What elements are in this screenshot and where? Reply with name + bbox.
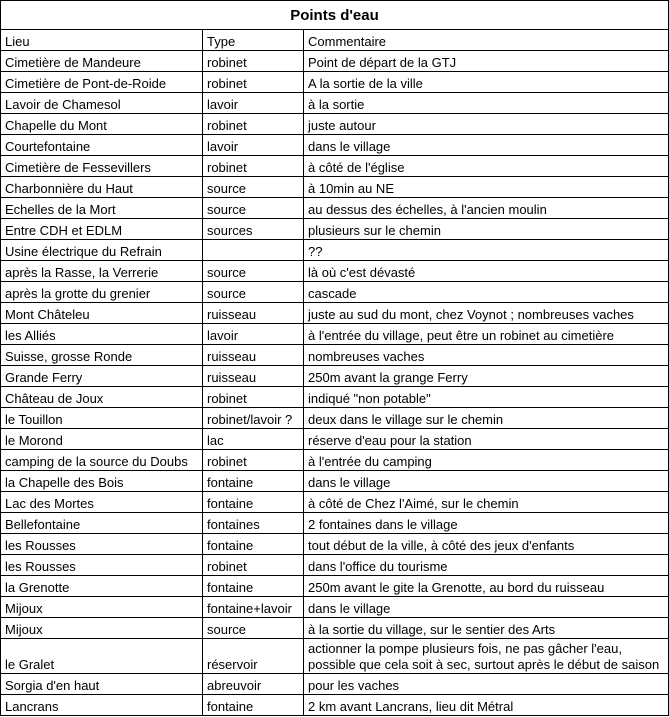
cell-commentaire[interactable]: dans le village	[304, 471, 669, 492]
header-lieu[interactable]: Lieu	[1, 30, 203, 51]
cell-type[interactable]: fontaine	[203, 695, 304, 716]
cell-commentaire[interactable]: juste au sud du mont, chez Voynot ; nombreuses vaches	[304, 303, 669, 324]
cell-lieu[interactable]: Cimetière de Pont-de-Roide	[1, 72, 203, 93]
cell-lieu[interactable]: après la grotte du grenier	[1, 282, 203, 303]
table-row	[1, 513, 669, 534]
table-row	[1, 597, 669, 618]
cell-commentaire[interactable]: ??	[304, 240, 669, 261]
cell-type[interactable]: robinet	[203, 72, 304, 93]
title-row	[1, 1, 669, 30]
cell-lieu[interactable]: les Rousses	[1, 534, 203, 555]
cell-lieu[interactable]: la Chapelle des Bois	[1, 471, 203, 492]
cell-type[interactable]: fontaine+lavoir	[203, 597, 304, 618]
cell-type[interactable]	[203, 240, 304, 261]
cell-lieu[interactable]: Courtefontaine	[1, 135, 203, 156]
table-row	[1, 198, 669, 219]
cell-lieu[interactable]: les Alliés	[1, 324, 203, 345]
cell-lieu[interactable]: Cimetière de Mandeure	[1, 51, 203, 72]
cell-lieu[interactable]: Suisse, grosse Ronde	[1, 345, 203, 366]
table-row	[1, 156, 669, 177]
cell-type[interactable]: source	[203, 618, 304, 639]
table-row	[1, 93, 669, 114]
cell-lieu[interactable]: Sorgia d'en haut	[1, 674, 203, 695]
cell-commentaire[interactable]: actionner la pompe plusieurs fois, ne pas gâcher l'eau, possible que cela soit à sec, surtout après le début de saison	[304, 639, 669, 674]
table-row	[1, 492, 669, 513]
table-row	[1, 240, 669, 261]
cell-type[interactable]: sources	[203, 219, 304, 240]
table-row	[1, 135, 669, 156]
table-row	[1, 408, 669, 429]
table-row	[1, 576, 669, 597]
table-row	[1, 51, 669, 72]
table-row	[1, 282, 669, 303]
cell-lieu[interactable]: Lancrans	[1, 695, 203, 716]
table-row	[1, 345, 669, 366]
cell-type[interactable]: fontaine	[203, 534, 304, 555]
cell-lieu[interactable]: Echelles de la Mort	[1, 198, 203, 219]
cell-lieu[interactable]: Bellefontaine	[1, 513, 203, 534]
cell-lieu[interactable]: camping de la source du Doubs	[1, 450, 203, 471]
cell-commentaire[interactable]: deux dans le village sur le chemin	[304, 408, 669, 429]
table-row	[1, 429, 669, 450]
table-row	[1, 639, 669, 674]
cell-type[interactable]: ruisseau	[203, 366, 304, 387]
cell-commentaire[interactable]: 250m avant la grange Ferry	[304, 366, 669, 387]
table-row	[1, 534, 669, 555]
cell-type[interactable]: source	[203, 261, 304, 282]
table-row	[1, 387, 669, 408]
cell-type[interactable]: robinet	[203, 387, 304, 408]
cell-commentaire[interactable]: là où c'est dévasté	[304, 261, 669, 282]
cell-type[interactable]: ruisseau	[203, 345, 304, 366]
cell-commentaire[interactable]: 2 km avant Lancrans, lieu dit Métral	[304, 695, 669, 716]
cell-commentaire[interactable]: à la sortie	[304, 93, 669, 114]
header-commentaire[interactable]: Commentaire	[304, 30, 669, 51]
cell-type[interactable]: fontaine	[203, 471, 304, 492]
cell-lieu[interactable]: après la Rasse, la Verrerie	[1, 261, 203, 282]
cell-lieu[interactable]: Usine électrique du Refrain	[1, 240, 203, 261]
table-row	[1, 695, 669, 716]
table-row	[1, 303, 669, 324]
cell-type[interactable]: lac	[203, 429, 304, 450]
cell-lieu[interactable]: Chapelle du Mont	[1, 114, 203, 135]
cell-type[interactable]: fontaines	[203, 513, 304, 534]
cell-lieu[interactable]: Lac des Mortes	[1, 492, 203, 513]
cell-lieu[interactable]: le Morond	[1, 429, 203, 450]
cell-lieu[interactable]: Charbonnière du Haut	[1, 177, 203, 198]
table-row	[1, 618, 669, 639]
cell-commentaire[interactable]: à côté de l'église	[304, 156, 669, 177]
cell-commentaire[interactable]: à 10min au NE	[304, 177, 669, 198]
table-row	[1, 471, 669, 492]
cell-type[interactable]: robinet	[203, 114, 304, 135]
table-row	[1, 177, 669, 198]
table-row	[1, 366, 669, 387]
cell-type[interactable]: lavoir	[203, 135, 304, 156]
cell-lieu[interactable]: le Touillon	[1, 408, 203, 429]
table-row	[1, 450, 669, 471]
cell-type[interactable]: source	[203, 282, 304, 303]
table-row	[1, 324, 669, 345]
table-row	[1, 114, 669, 135]
cell-lieu[interactable]: Château de Joux	[1, 387, 203, 408]
cell-commentaire[interactable]: à côté de Chez l'Aimé, sur le chemin	[304, 492, 669, 513]
cell-commentaire[interactable]: plusieurs sur le chemin	[304, 219, 669, 240]
cell-commentaire[interactable]: dans l'office du tourisme	[304, 555, 669, 576]
cell-commentaire[interactable]: dans le village	[304, 597, 669, 618]
table-row	[1, 219, 669, 240]
header-type[interactable]: Type	[203, 30, 304, 51]
cell-commentaire[interactable]: dans le village	[304, 135, 669, 156]
cell-lieu[interactable]: le Gralet	[1, 639, 203, 674]
cell-type[interactable]: lavoir	[203, 93, 304, 114]
cell-commentaire[interactable]: à l'entrée du camping	[304, 450, 669, 471]
cell-commentaire[interactable]: tout début de la ville, à côté des jeux d'enfants	[304, 534, 669, 555]
cell-commentaire[interactable]: réserve d'eau pour la station	[304, 429, 669, 450]
cell-type[interactable]: lavoir	[203, 324, 304, 345]
cell-lieu[interactable]: Entre CDH et EDLM	[1, 219, 203, 240]
cell-type[interactable]: robinet	[203, 450, 304, 471]
cell-lieu[interactable]: Mijoux	[1, 597, 203, 618]
cell-type[interactable]: abreuvoir	[203, 674, 304, 695]
cell-type[interactable]: ruisseau	[203, 303, 304, 324]
cell-lieu[interactable]: Lavoir de Chamesol	[1, 93, 203, 114]
cell-type[interactable]: source	[203, 198, 304, 219]
cell-type[interactable]: source	[203, 177, 304, 198]
cell-commentaire[interactable]: A la sortie de la ville	[304, 72, 669, 93]
cell-commentaire[interactable]: Point de départ de la GTJ	[304, 51, 669, 72]
cell-type[interactable]: robinet/lavoir ?	[203, 408, 304, 429]
cell-lieu[interactable]: Grande Ferry	[1, 366, 203, 387]
cell-lieu[interactable]: Cimetière de Fessevillers	[1, 156, 203, 177]
table-row	[1, 674, 669, 695]
cell-lieu[interactable]: la Grenotte	[1, 576, 203, 597]
cell-commentaire[interactable]: au dessus des échelles, à l'ancien moulin	[304, 198, 669, 219]
table-row	[1, 72, 669, 93]
table-title: Points d'eau	[1, 1, 669, 30]
cell-type[interactable]: fontaine	[203, 576, 304, 597]
cell-commentaire[interactable]: à l'entrée du village, peut être un robinet au cimetière	[304, 324, 669, 345]
cell-lieu[interactable]: les Rousses	[1, 555, 203, 576]
cell-type[interactable]: robinet	[203, 156, 304, 177]
cell-commentaire[interactable]: cascade	[304, 282, 669, 303]
cell-commentaire[interactable]: nombreuses vaches	[304, 345, 669, 366]
cell-lieu[interactable]: Mijoux	[1, 618, 203, 639]
cell-type[interactable]: robinet	[203, 555, 304, 576]
cell-type[interactable]: robinet	[203, 51, 304, 72]
header-row	[1, 30, 669, 51]
cell-commentaire[interactable]: à la sortie du village, sur le sentier des Arts	[304, 618, 669, 639]
table-row	[1, 555, 669, 576]
cell-type[interactable]: réservoir	[203, 639, 304, 674]
cell-commentaire[interactable]: indiqué "non potable"	[304, 387, 669, 408]
cell-lieu[interactable]: Mont Châteleu	[1, 303, 203, 324]
cell-commentaire[interactable]: 2 fontaines dans le village	[304, 513, 669, 534]
cell-type[interactable]: fontaine	[203, 492, 304, 513]
cell-commentaire[interactable]: pour les vaches	[304, 674, 669, 695]
table-row	[1, 261, 669, 282]
cell-commentaire[interactable]: juste autour	[304, 114, 669, 135]
cell-commentaire[interactable]: 250m avant le gite la Grenotte, au bord du ruisseau	[304, 576, 669, 597]
